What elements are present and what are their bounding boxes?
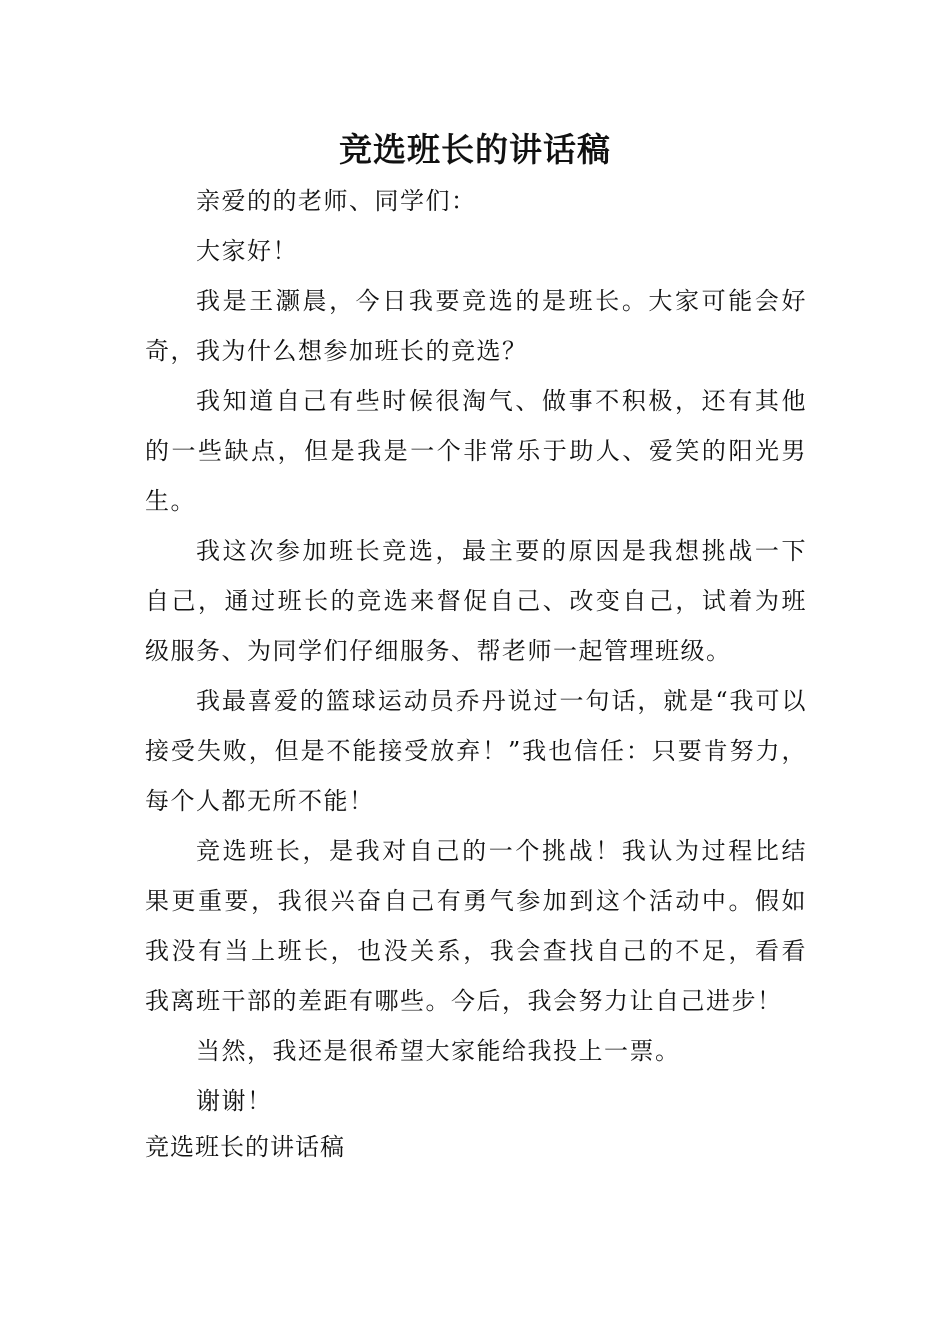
paragraph-hello: 大家好！: [196, 237, 298, 265]
paragraph-self-description: 我知道自己有些时候很淘气、做事不积极，还有其他的一些缺点，但是我是一个非常乐于助人、爱笑的阳光男生。: [145, 387, 807, 515]
footer-title: 竞选班长的讲话稿: [145, 1133, 345, 1161]
paragraph-thanks: 谢谢！: [196, 1087, 273, 1115]
paragraph-introduction: 我是王灏晨，今日我要竞选的是班长。大家可能会好奇，我为什么想参加班长的竞选？: [145, 287, 807, 365]
paragraph-quote: 我最喜爱的篮球运动员乔丹说过一句话，就是“我可以接受失败，但是不能接受放弃！”我也信任：只要肯努力，每个人都无所不能！: [145, 687, 807, 815]
paragraph-greeting: 亲爱的的老师、同学们：: [196, 187, 477, 215]
paragraph-challenge: 竞选班长，是我对自己的一个挑战！我认为过程比结果更重要，我很兴奋自己有勇气参加到这个活动中。假如我没有当上班长，也没关系，我会查找自己的不足，看看我离班干部的差距有哪些。今后，我会努力让自己进步！: [145, 837, 807, 1015]
document-title: 竞选班长的讲话稿: [339, 130, 611, 169]
paragraph-reason: 我这次参加班长竞选，最主要的原因是我想挑战一下自己，通过班长的竞选来督促自己、改变自己，试着为班级服务、为同学们仔细服务、帮老师一起管理班级。: [145, 537, 807, 665]
paragraph-vote-request: 当然，我还是很希望大家能给我投上一票。: [196, 1037, 681, 1065]
document-body: [145, 176, 807, 1126]
